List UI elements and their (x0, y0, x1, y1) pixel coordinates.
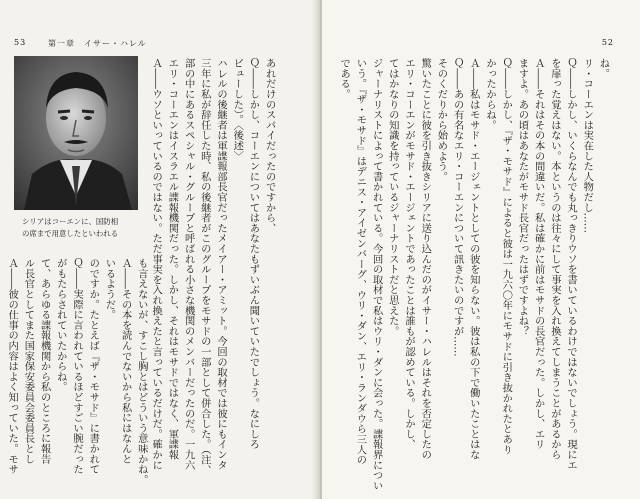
text-line: ね。 (597, 58, 610, 79)
text-line: リ・コーエンは実在した人物だし…… (581, 58, 594, 234)
text-line: ビューした）。〈後述〉 (231, 58, 244, 161)
text-block-full-height (148, 58, 278, 488)
text-line: 部の中にあるスペシャル・グループと呼ばれる小さな機関のメンバーだったのだ。一九六 (182, 58, 195, 470)
text-line: Ａ――その本を読んでないから私にはなんと (119, 258, 132, 464)
photo-caption (22, 216, 142, 240)
caption-line: シリアはコーエンに、国防相 (22, 217, 119, 226)
text-line: ル長官としてまた国家保安委員会委員長とし (22, 258, 35, 464)
text-line: Ａ――私はモサド・エージェントとしての彼を知らない。彼は私の下で働いたことはな (467, 58, 480, 460)
running-header: 第一章 イサー・ハレル (48, 39, 147, 48)
text-line: エリ・コーエンはイスラエル諜報機関だった。しかし、それはモサドではなく、軍諜報 (166, 58, 179, 460)
text-line: Ｑ――しかし、コーエンについてはあなたもずいぶん聞いていたでしょう。なにしろ (247, 58, 260, 450)
text-line: である。 (338, 58, 351, 100)
text-line: ハレルの後継者は軍諜報部長官だったメイアー・アミット。今回の取材では彼にもインタ (215, 58, 228, 470)
portrait-image (14, 56, 138, 210)
caption-line: の席まで用意したといわれる (22, 229, 119, 238)
text-line: Ａ――ウソといっているのではない。ただ事実を入れ換えたと言っているだけだ。確かに (150, 58, 163, 470)
page-number: 52 (601, 38, 614, 47)
text-line: Ａ――彼の仕事の内容はよく知っていた。モサ (6, 258, 19, 475)
text-line: のですか。たとえば『ザ・モサド』に書かれて (87, 258, 100, 475)
text-line: Ｑ――実際に言われているほどすごい腕だった (71, 258, 84, 475)
portrait-photo (14, 56, 138, 210)
text-line: 三年に私が辞任した時、私の後継者がこのグループをモサドの一部として併合した。（注、 (198, 58, 211, 476)
text-line: いるようだ。 (103, 258, 116, 320)
text-line: を扉った覚えはない。本というのは往々にして事実を入れ換えてしまうことがあるから (548, 58, 561, 460)
text-block (336, 58, 611, 491)
right-page (322, 0, 640, 499)
text-line: あれだけのスパイだったのですから、 (263, 58, 276, 234)
text-block-below-photo (4, 258, 150, 488)
text-line: Ｑ――あの有名なエリ・コーエンについて訊きたいのですが…… (451, 58, 464, 357)
text-line: Ａ――それはその本の間違いだ。私は確かに前はモサドの長官だった。しかし、エリ (532, 58, 545, 450)
text-line: そのくだりから始めよう。 (435, 58, 448, 182)
text-line: かったからね。 (484, 58, 497, 131)
text-line: て、あらゆる諜報機関から私のところに報告 (38, 258, 51, 464)
text-line: 驚いたことに彼を引き抜きシリアに送り込んだのがイサー・ハレルはそれを否定したの (419, 58, 432, 460)
text-line: エリ・コーエンがモサド・エージェントであったことは誰もが認めている。しかし、 (403, 58, 416, 450)
left-page (0, 0, 318, 499)
text-line: Ｑ――しかし、『ザ・モサド』によると彼は一九六〇年にモサドに引き抜かれたとあり (500, 58, 513, 455)
text-line: Ｑ――しかし、いくらなんでも丸っきりウソを書いているわけではないでしょう。現にエ (565, 58, 578, 470)
page-number: 53 (14, 38, 27, 47)
text-line: も言えないが、すこし胸とはどういう意味かね。 (135, 258, 148, 485)
text-line: ますよ。あの頃はあなたがモサド長官だったはずですよね？ (516, 58, 529, 337)
text-line: がもたらされていたからね。 (54, 258, 67, 392)
text-line: てはかなりの知識を持っているジャーナリストだと思えた。 (386, 58, 399, 337)
text-line: ジャーナリストによって書かれている。今回の取材で私はウリ・ダンに会った。諜報界につい (370, 58, 383, 491)
text-line: いう。『ザ・モサド』はデニス・アイゼンバーグ、ウリ・ダン、エリ・ランダウら三人の (354, 58, 367, 465)
